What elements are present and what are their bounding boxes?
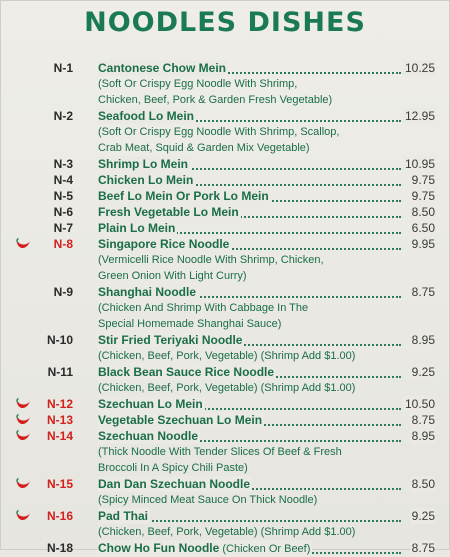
item-code: N-10: [46, 333, 73, 347]
item-name: [98, 332, 244, 348]
item-name-text: Szechuan Noodle: [98, 429, 199, 443]
item-name: [98, 156, 190, 172]
menu-item: [1, 172, 449, 188]
item-code: N-16: [46, 509, 73, 523]
item-description: (Chicken, Beef, Pork, Vegetable) (Shrimp Add $1.00): [98, 526, 356, 538]
item-description: (Soft Or Crispy Egg Noodle With Shrimp, Scallop,: [98, 126, 340, 138]
menu-item: [1, 188, 449, 204]
item-price: 8.75: [411, 541, 435, 555]
item-name: [98, 60, 228, 76]
item-description: (Chicken And Shrimp With Cabbage In The: [98, 302, 309, 314]
item-description: Special Homemade Shanghai Sauce): [98, 318, 282, 330]
menu-item: [1, 412, 449, 428]
item-name-text: Szechuan Lo Mein: [98, 397, 203, 411]
menu-item: [1, 476, 449, 492]
item-name: [98, 476, 252, 492]
item-code: N-4: [53, 173, 73, 187]
item-description: Green Onion With Light Curry): [98, 270, 247, 282]
menu-item: [1, 108, 449, 124]
item-price: 9.95: [411, 237, 435, 251]
item-code: N-9: [53, 285, 73, 299]
item-price: 10.25: [404, 61, 435, 75]
item-name: [98, 204, 241, 220]
item-name-text: Stir Fried Teriyaki Noodle: [98, 333, 243, 347]
item-price: 8.50: [411, 477, 435, 491]
menu-item: [1, 236, 449, 252]
menu-item: [1, 540, 449, 556]
item-price: 9.25: [411, 365, 435, 379]
item-name: [98, 412, 264, 428]
item-code: N-5: [53, 189, 73, 203]
item-price: 8.75: [411, 285, 435, 299]
item-price: 8.95: [411, 333, 435, 347]
item-name-text: Pad Thai: [98, 509, 149, 523]
menu-item: [1, 284, 449, 300]
item-name: [98, 428, 200, 444]
item-description: Crab Meat, Squid & Garden Mix Vegetable): [98, 142, 310, 154]
item-name-text: Singapore Rice Noodle: [98, 237, 230, 251]
item-name-text: Black Bean Sauce Rice Noodle: [98, 365, 275, 379]
item-price: 6.50: [411, 221, 435, 235]
menu-item: [1, 332, 449, 348]
item-code: N-14: [46, 429, 73, 443]
item-name-text: Shrimp Lo Mein: [98, 157, 188, 171]
item-name: [98, 396, 205, 412]
item-name: [98, 108, 196, 124]
item-code: N-8: [53, 237, 73, 251]
item-name-text: Chicken Lo Mein: [98, 173, 194, 187]
item-code: N-18: [46, 541, 73, 555]
item-name: [98, 220, 177, 236]
menu-item: [1, 428, 449, 444]
item-name-text: Dan Dan Szechuan Noodle: [98, 477, 251, 491]
item-name-text: Plain Lo Mein: [98, 221, 176, 235]
item-description: (Chicken, Beef, Pork, Vegetable) (Shrimp Add $1.00): [98, 350, 356, 362]
item-name: [98, 188, 271, 204]
item-name: [98, 540, 312, 557]
item-price: 8.75: [411, 413, 435, 427]
item-code: N-12: [46, 397, 73, 411]
item-name: [98, 284, 198, 300]
menu-item: [1, 156, 449, 172]
item-name: [98, 172, 195, 188]
item-price: 8.50: [411, 205, 435, 219]
item-price: 9.25: [411, 509, 435, 523]
menu-item: [1, 396, 449, 412]
item-name: [98, 236, 231, 252]
item-code: N-7: [53, 221, 73, 235]
item-description: (Vermicelli Rice Noodle With Shrimp, Chicken,: [98, 254, 324, 266]
item-price: 10.95: [404, 157, 435, 171]
item-code: N-6: [53, 205, 73, 219]
item-description: Chicken, Beef, Pork & Garden Fresh Vegetable): [98, 94, 333, 106]
item-name-text: Fresh Vegetable Lo Mein: [98, 205, 239, 219]
menu-item: [1, 204, 449, 220]
item-code: N-11: [47, 365, 73, 379]
item-price: 10.50: [404, 397, 435, 411]
item-description: (Soft Or Crispy Egg Noodle With Shrimp,: [98, 78, 298, 90]
item-description: Broccoli In A Spicy Chili Paste): [98, 462, 248, 474]
item-description: (Chicken, Beef, Pork, Vegetable) (Shrimp Add $1.00): [98, 382, 356, 394]
item-description: (Spicy Minced Meat Sauce On Thick Noodle): [98, 494, 318, 506]
menu-item: [1, 364, 449, 380]
item-price: 9.75: [411, 173, 435, 187]
item-code: N-15: [46, 477, 73, 491]
menu-item: [1, 60, 449, 76]
item-name: [98, 364, 276, 380]
item-code: N-3: [53, 157, 73, 171]
item-price: 9.75: [411, 189, 435, 203]
item-name-note: (Chicken Or Beef): [219, 543, 311, 555]
item-name-text: Chow Ho Fun Noodle: [98, 541, 220, 555]
item-name-text: Shanghai Noodle: [98, 285, 197, 299]
item-name-text: Cantonese Chow Mein: [98, 61, 227, 75]
item-name-text: Vegetable Szechuan Lo Mein: [98, 413, 263, 427]
item-code: N-13: [46, 413, 73, 427]
item-code: N-2: [53, 109, 73, 123]
item-price: 8.95: [411, 429, 435, 443]
item-description: (Thick Noodle With Tender Slices Of Beef & Fresh: [98, 446, 342, 458]
item-name-text: Beef Lo Mein Or Pork Lo Mein: [98, 189, 269, 203]
item-name: [98, 508, 150, 524]
item-code: N-1: [53, 61, 73, 75]
item-price: 12.95: [404, 109, 435, 123]
page-title: NOODLES DISHES: [84, 7, 366, 38]
item-name-text: Seafood Lo Mein: [98, 109, 194, 123]
menu-item: [1, 220, 449, 236]
menu-item: [1, 508, 449, 524]
